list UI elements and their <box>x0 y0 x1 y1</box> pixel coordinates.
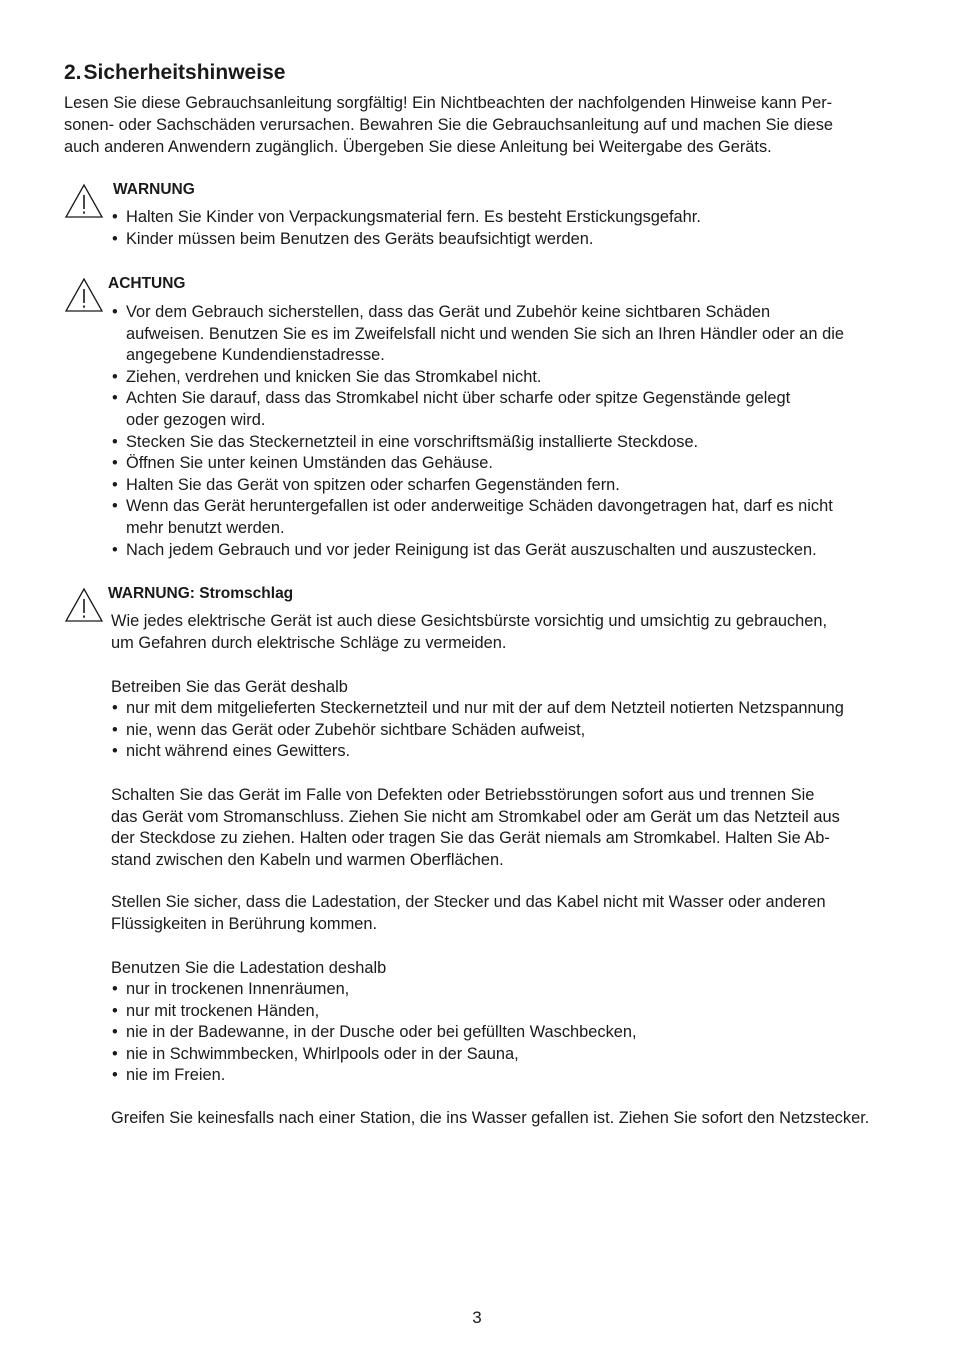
list-item <box>112 1065 637 1087</box>
list-item <box>112 432 844 454</box>
ladestation-lead <box>111 958 386 980</box>
list-item-text: • nicht während eines Gewitters. <box>126 742 351 761</box>
list-item-text: • Halten Sie das Gerät von spitzen oder scharfen Gegenständen fern. <box>126 475 620 494</box>
section-title: Sicherheitshinweise <box>83 61 286 84</box>
list-item-text: • Stecken Sie das Steckernetzteil in eine vorschriftsmäßig installierte Steckdose. <box>126 432 699 451</box>
list-item-text: mehr benutzt werden. <box>126 518 285 537</box>
defekt-paragraph <box>111 785 840 871</box>
stromschlag-intro <box>111 611 827 654</box>
list-item <box>112 698 844 720</box>
list-item <box>112 207 701 229</box>
betreiben-list <box>112 698 844 763</box>
list-item-text: • nie im Freien. <box>126 1066 226 1085</box>
paragraph-line: Stellen Sie sicher, dass die Ladestation, der Stecker und das Kabel nicht mit Wasser oder anderen <box>111 893 826 911</box>
list-item-text: • Wenn das Gerät heruntergefallen ist oder anderweitige Schäden davongetragen hat, darf es nicht <box>126 497 833 516</box>
warnung-list <box>112 207 701 250</box>
list-item <box>112 302 844 367</box>
paragraph-line: Flüssigkeiten in Berührung kommen. <box>111 914 378 933</box>
list-item-text: • Vor dem Gebrauch sicherstellen, dass das Gerät und Zubehör keine sichtbaren Schäden <box>126 303 771 321</box>
intro-line: auch anderen Anwendern zugänglich. Übergeben Sie diese Anleitung bei Weitergabe des Geräts. <box>64 138 772 156</box>
achtung-title: ACHTUNG <box>108 275 186 292</box>
intro-line: Lesen Sie diese Gebrauchsanleitung sorgfältig! Ein Nichtbeachten der nachfolgenden Hinweise kann Per- <box>64 94 833 112</box>
paragraph-line: Greifen Sie keinesfalls nach einer Station, die ins Wasser gefallen ist. Ziehen Sie sofort den Netzstecker. <box>111 1109 870 1127</box>
betreiben-lead <box>111 677 348 699</box>
list-item-text: angegebene Kundendienstadresse. <box>126 346 385 365</box>
list-item <box>112 1022 637 1044</box>
list-item-text: • nie in Schwimmbecken, Whirlpools oder in der Sauna, <box>126 1044 519 1063</box>
list-item <box>112 1044 637 1066</box>
intro-line: sonen- oder Sachschäden verursachen. Bewahren Sie die Gebrauchsanleitung auf und machen Sie diese <box>64 116 834 134</box>
final-paragraph <box>111 1108 869 1130</box>
list-item-text: • nie, wenn das Gerät oder Zubehör sichtbare Schäden aufweist, <box>126 720 586 739</box>
ladestation-list <box>112 979 637 1087</box>
paragraph-line: Benutzen Sie die Ladestation deshalb <box>111 959 387 977</box>
list-item-text: • Kinder müssen beim Benutzen des Geräts beaufsichtigt werden. <box>126 229 594 248</box>
list-item <box>112 367 844 389</box>
paragraph-line: Schalten Sie das Gerät im Falle von Defekten oder Betriebsstörungen sofort aus und trennen Sie <box>111 786 815 804</box>
list-item-text: • Öffnen Sie unter keinen Umständen das Gehäuse. <box>126 454 493 473</box>
stromschlag-title: WARNUNG: Stromschlag <box>108 585 294 602</box>
list-item <box>112 979 637 1001</box>
list-item <box>112 496 844 539</box>
warnung-title: WARNUNG <box>113 181 195 198</box>
list-item-text: oder gezogen wird. <box>126 410 266 429</box>
achtung-list <box>112 302 844 561</box>
section-number: 2. <box>64 61 82 84</box>
list-item <box>112 229 701 251</box>
list-item-text: aufweisen. Benutzen Sie es im Zweifelsfall nicht und wenden Sie sich an Ihren Händler oder an die <box>126 324 844 343</box>
paragraph-line: um Gefahren durch elektrische Schläge zu vermeiden. <box>111 633 507 652</box>
list-item-text: • nur in trockenen Innenräumen, <box>126 980 350 998</box>
list-item <box>112 741 844 763</box>
intro-paragraph <box>64 92 894 158</box>
list-item <box>112 453 844 475</box>
paragraph-line: stand zwischen den Kabeln und warmen Oberflächen. <box>111 850 504 869</box>
paragraph-line: der Steckdose zu ziehen. Halten oder tragen Sie das Gerät niemals am Stromkabel. Halten Sie Ab- <box>111 829 830 848</box>
list-item-text: • nur mit trockenen Händen, <box>126 1001 320 1020</box>
warning-triangle-icon <box>64 183 104 219</box>
list-item <box>112 1001 637 1023</box>
list-item-text: • Achten Sie darauf, dass das Stromkabel nicht über scharfe oder spitze Gegenstände gelegt <box>126 389 791 408</box>
list-item-text: • Ziehen, verdrehen und knicken Sie das Stromkabel nicht. <box>126 367 542 386</box>
list-item-text: • Halten Sie Kinder von Verpackungsmaterial fern. Es besteht Erstickungsgefahr. <box>126 208 701 226</box>
warning-triangle-icon <box>64 587 104 623</box>
list-item <box>112 540 844 562</box>
list-item <box>112 720 844 742</box>
list-item <box>112 475 844 497</box>
wasser-paragraph <box>111 892 826 935</box>
page-number: 3 <box>472 1308 482 1327</box>
paragraph-line: das Gerät vom Stromanschluss. Ziehen Sie nicht am Stromkabel oder am Gerät um das Netzteil aus <box>111 807 840 826</box>
paragraph-line: Betreiben Sie das Gerät deshalb <box>111 678 348 696</box>
list-item-text: • Nach jedem Gebrauch und vor jeder Reinigung ist das Gerät auszuschalten und auszustecken. <box>126 540 817 559</box>
section-heading <box>64 59 285 87</box>
list-item-text: • nur mit dem mitgelieferten Steckernetzteil und nur mit der auf dem Netzteil notierten Netzspannung <box>126 699 844 717</box>
paragraph-line: Wie jedes elektrische Gerät ist auch diese Gesichtsbürste vorsichtig und umsichtig zu gebrauchen, <box>111 612 828 630</box>
list-item-text: • nie in der Badewanne, in der Dusche oder bei gefüllten Waschbecken, <box>126 1023 637 1042</box>
list-item <box>112 388 844 431</box>
warning-triangle-icon <box>64 277 104 313</box>
